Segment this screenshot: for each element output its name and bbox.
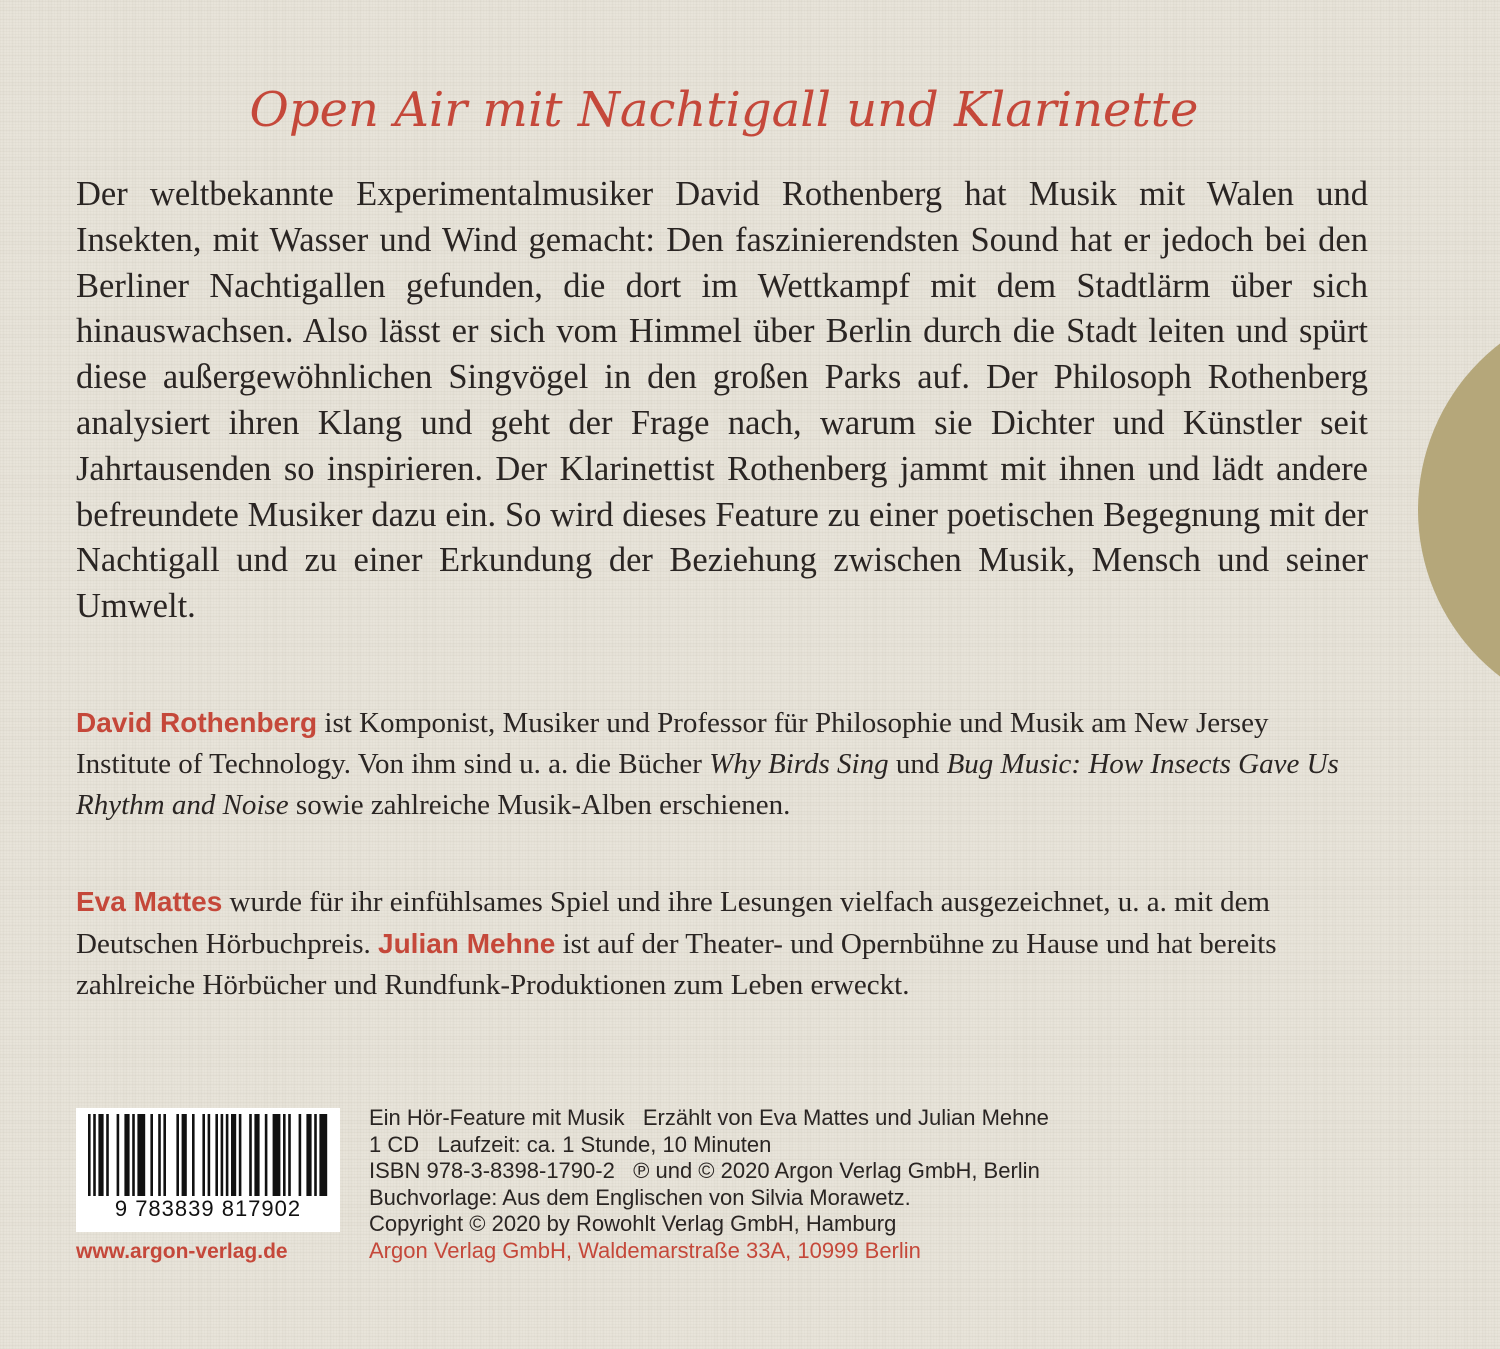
speaker-name-2: Julian Mehne [378, 928, 556, 959]
info-line-5: Copyright © 2020 by Rowohlt Verlag GmbH, Hamburg [369, 1211, 897, 1236]
barcode-bar [192, 1114, 195, 1196]
barcode-bar [117, 1114, 120, 1196]
barcode-bar [176, 1114, 179, 1196]
speakers-bio-text-2: ist auf der Theater- und Opernbühne zu Hause und hat bereits zahlreiche Hörbücher und Rundfunk-Produktionen zum Leben erweckt. [76, 928, 1277, 1001]
barcode-bar [221, 1114, 224, 1196]
cd-disc-graphic [1418, 300, 1500, 720]
info-line-4: Buchvorlage: Aus dem Englischen von Silvia Morawetz. [369, 1184, 911, 1210]
author-bio-text-1: ist Komponist, Musiker und Professor für Philosophie und Musik am New Jersey Institute of Technology. Von ihm sind u. a. die Bücher [76, 707, 1269, 780]
barcode-bar [182, 1114, 187, 1196]
barcode-bar [306, 1114, 311, 1196]
barcode-bar [288, 1114, 291, 1196]
speaker-name-1: Eva Mattes [76, 886, 223, 917]
barcode-bar [319, 1114, 327, 1196]
barcode-bar [150, 1114, 153, 1196]
barcode-bar [265, 1114, 268, 1196]
barcode-bar [106, 1114, 109, 1196]
barcode-bar [254, 1114, 259, 1196]
barcode-bars [84, 1114, 332, 1196]
author-bio [76, 702, 1346, 826]
author-bio-text-3: sowie zahlreiche Musik-Alben erschienen. [288, 789, 791, 821]
barcode-bar [158, 1114, 161, 1196]
barcode-bar [163, 1114, 166, 1196]
barcode-bar [273, 1114, 281, 1196]
info-line-3: ISBN 978-3-8398-1790-2 ℗ und © 2020 Argon Verlag GmbH, Berlin [369, 1158, 1040, 1183]
barcode-bar [93, 1114, 96, 1196]
page-title: Open Air mit Nachtigall und Klarinette [249, 82, 1199, 138]
barcode-bar [226, 1114, 229, 1196]
barcode-bar [202, 1114, 205, 1196]
product-info [369, 1105, 1269, 1264]
book-title-2: Bug Music: How Insects Gave Us Rhythm and Noise [76, 748, 1339, 821]
barcode [76, 1108, 340, 1232]
barcode-bar [132, 1114, 135, 1196]
website-link[interactable]: www.argon-verlag.de [76, 1240, 288, 1263]
barcode-bar [283, 1114, 286, 1196]
publisher-address: Argon Verlag GmbH, Waldemarstraße 33A, 10999 Berlin [369, 1237, 921, 1263]
speakers-bio-text-1: wurde für ihr einfühlsames Spiel und ihre Lesungen vielfach ausgezeichnet, u. a. mit dem Deutschen Hörbuchpreis. [76, 886, 1270, 960]
info-line-2: 1 CD Laufzeit: ca. 1 Stunde, 10 Minuten [369, 1131, 772, 1157]
barcode-bar [215, 1114, 218, 1196]
speakers-bio [76, 881, 1346, 1006]
barcode-number: 9 783839 817902 [114, 1196, 302, 1221]
barcode-bar [137, 1114, 145, 1196]
barcode-bar [314, 1114, 317, 1196]
barcode-bar [98, 1114, 103, 1196]
barcode-bar [249, 1114, 252, 1196]
description-paragraph: Der weltbekannte Experimentalmusiker David Rothenberg hat Musik mit Walen und Insekten, mit Wasser und Wind gemacht: Den faszinierendsten Sound hat er jedoch bei den Berliner Nachtigallen gefunden, die dort im Wettkampf mit dem Stadtlärm über sich hinauswachsen. Also lässt er sich vom Himmel über Berlin durch die Stadt leiten und spürt diese außergewöhnlichen Singvögel in den großen Parks auf. Der Philosoph Rothenberg analysiert ihren Klang und geht der Frage nach, warum sie Dichter und Künstler seit Jahrtausenden so inspirieren. Der Klarinettist Rothenberg jammt mit ihnen und lädt andere befreundete Musiker dazu ein. So wird dieses Feature zu einer poetischen Begegnung mit der Nachtigall und zu einer Erkundung der Beziehung zwischen Musik, Mensch und seiner Umwelt. [76, 175, 1368, 626]
barcode-bar [208, 1114, 211, 1196]
barcode-bar [88, 1114, 91, 1196]
barcode-bar [231, 1114, 236, 1196]
author-name: David Rothenberg [76, 707, 318, 738]
author-bio-text-2: und [888, 748, 947, 780]
book-title-1: Why Birds Sing [709, 748, 889, 780]
info-line-1: Ein Hör-Feature mit Musik Erzählt von Eva Mattes und Julian Mehne [369, 1105, 1049, 1130]
barcode-bar [299, 1114, 302, 1196]
barcode-bar [124, 1114, 129, 1196]
barcode-bar [239, 1114, 242, 1196]
